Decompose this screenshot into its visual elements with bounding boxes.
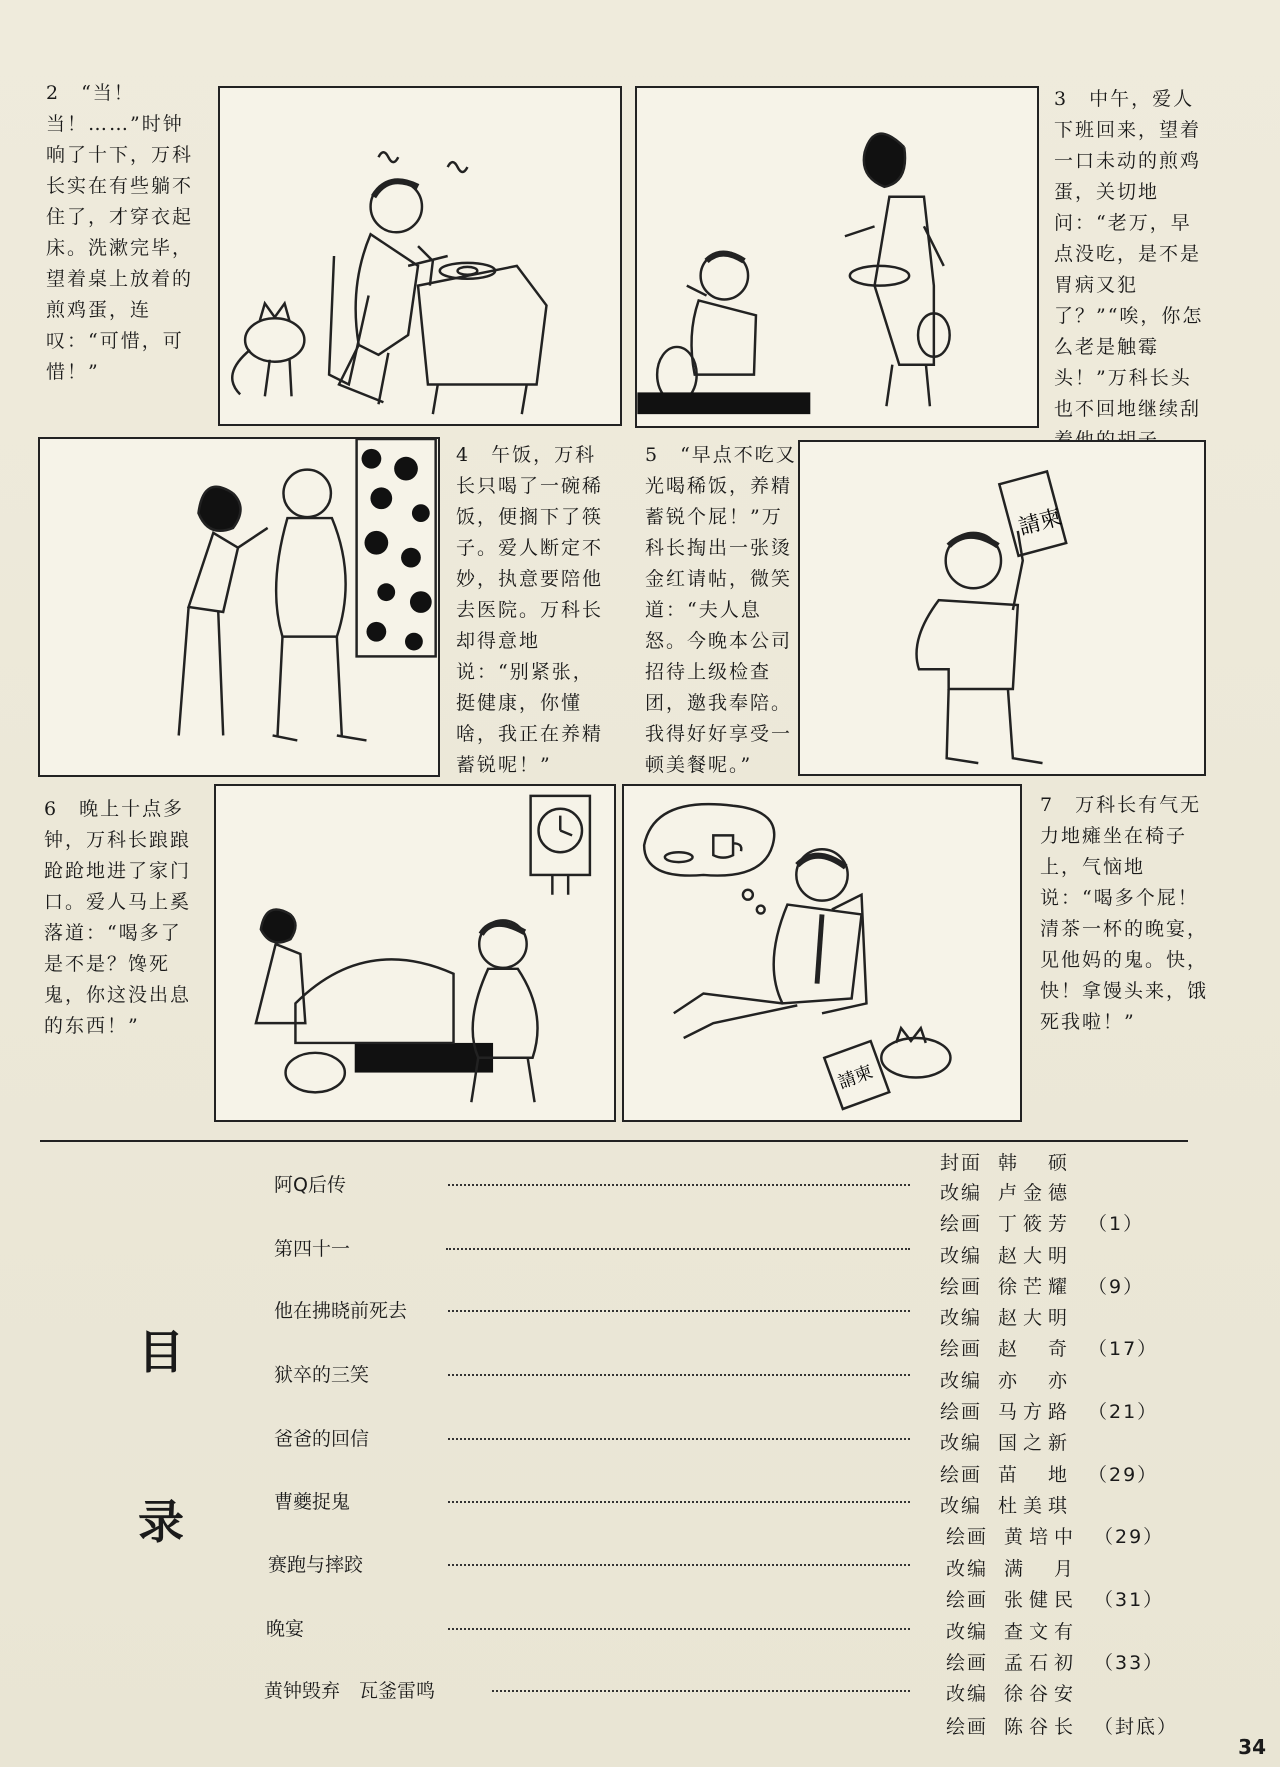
toc-credit: 绘画 丁筱芳 （1）: [940, 1213, 1145, 1235]
toc-leader: [448, 1184, 910, 1186]
toc-leader: [446, 1248, 910, 1250]
toc-credit: 绘画 徐芒耀 （9）: [940, 1276, 1145, 1298]
page-number: 34: [1238, 1735, 1266, 1759]
toc-credit: 绘画 赵 奇 （17）: [940, 1338, 1159, 1360]
toc-credit: 改编 亦 亦: [940, 1370, 1074, 1392]
caption-3: 3 中午，爱人下班回来，望着一口未动的煎鸡蛋，关切地问：“老万，早点没吃，是不是胃病又犯了？”“唉，你怎么老是触霉头！”万科长头也不回地继续刮: [1054, 88, 1204, 420]
toc-entry-title: 第四十一: [274, 1238, 351, 1260]
comic-illustration: [800, 442, 1204, 774]
toc-leader: [448, 1310, 910, 1312]
toc-credit: 绘画 黄培中 （29）: [946, 1526, 1165, 1548]
toc-credit: 改编 满 月: [946, 1558, 1080, 1580]
invitation-label: 請柬: [1016, 505, 1065, 541]
toc-entry-title: 爸爸的回信: [274, 1428, 370, 1450]
toc-leader: [448, 1628, 910, 1630]
toc-credit: 绘画 马方路 （21）: [940, 1401, 1159, 1423]
toc-entry[interactable]: [274, 1170, 914, 1200]
toc-title-char-2: 录: [138, 1495, 184, 1549]
toc-entry-title: 赛跑与摔跤: [268, 1554, 364, 1576]
toc-credit: 绘画 张健民 （31）: [946, 1589, 1165, 1611]
invitation-label-floor: 請柬: [835, 1061, 876, 1094]
toc-credit: 改编 国之新: [940, 1432, 1074, 1454]
toc-credit: 改编 杜美琪: [940, 1495, 1074, 1517]
toc-credit: 封面 韩 硕: [940, 1152, 1074, 1174]
toc-leader: [448, 1438, 910, 1440]
toc-credit: 绘画 孟石初 （33）: [946, 1652, 1165, 1674]
caption-6: 6 晚上十点多钟，万科长踉踉跄跄地进了家门口。爱人马上奚落道：“喝多了是不是？馋死鬼，你这没出息的东西！”: [44, 798, 192, 1037]
toc-entry-title: 黄钟毁弃 瓦釜雷鸣: [264, 1680, 436, 1702]
caption-7: 7 万科长有气无力地瘫坐在椅子上，气恼地说：“喝多个屁！清茶一杯的晚宴，见他妈的鬼。快，快！拿馒头来，饿死我啦！”: [1040, 794, 1209, 1033]
toc-entry-title: 他在拂晓前死去: [274, 1300, 408, 1322]
toc-entry[interactable]: [268, 1550, 914, 1580]
toc-credit: 改编 徐谷安: [946, 1683, 1080, 1705]
panel-6-man-returns-home: [214, 784, 616, 1122]
toc-credit: 改编 卢金德: [940, 1182, 1074, 1204]
comic-illustration: [216, 786, 614, 1120]
toc-entry-title: 晚宴: [266, 1618, 305, 1640]
panel-5-man-with-invitation: [798, 440, 1206, 776]
caption-4: 4 午饭，万科长只喝了一碗稀饭，便搁下了筷子。爱人断定不妙，执意要陪他去医院。万科长却得意地说：“别紧张，挺健康，你懂啥，我正在养精蓄锐呢！”: [456, 444, 604, 776]
comic-illustration: [40, 439, 438, 775]
toc-leader: [448, 1564, 910, 1566]
toc-entry[interactable]: [274, 1296, 914, 1326]
toc-credit: 改编 查文有: [946, 1621, 1080, 1643]
toc-entry-title: 曹夔捉鬼: [274, 1491, 351, 1513]
toc-credit: 绘画 苗 地 （29）: [940, 1464, 1159, 1486]
panel-2-man-waking-at-table: [218, 86, 622, 426]
panel-7-man-slumped-in-chair: [622, 784, 1022, 1122]
toc-entry[interactable]: [274, 1234, 914, 1264]
comic-illustration: [624, 786, 1020, 1120]
toc-credit: 绘画 陈谷长 （封底）: [946, 1716, 1179, 1738]
comic-illustration: [220, 88, 620, 424]
panel-3-wife-with-plate: [635, 86, 1039, 428]
toc-entry-title: 狱卒的三笑: [274, 1364, 370, 1386]
toc-leader: [448, 1374, 910, 1376]
toc-entry[interactable]: [266, 1614, 914, 1644]
section-divider: [40, 1140, 1188, 1142]
toc-credit: 改编 赵大明: [940, 1245, 1074, 1267]
caption-5: 5 “早点不吃又光喝稀饭，养精蓄锐个屁！”万科长掏出一张烫金红请帖，微笑道：“夫人息怒。今晚本公司招待上级检查团，邀我奉陪。我得好好享受一顿美餐呢。”: [645, 444, 797, 776]
toc-entry-title: 阿Q后传: [274, 1174, 346, 1196]
toc-entry[interactable]: [274, 1360, 914, 1390]
toc-entry[interactable]: [274, 1424, 914, 1454]
toc-credit: 改编 赵大明: [940, 1307, 1074, 1329]
caption-2: 2 “当！当！……”时钟响了十下，万科长实在有些躺不住了，才穿衣起床。洗漱完毕，望着桌上放着的煎鸡蛋，连叹：“可惜，可惜！”: [46, 82, 194, 383]
toc-leader: [448, 1501, 910, 1503]
toc-entry[interactable]: [274, 1487, 914, 1517]
toc-title-char-1: 目: [138, 1325, 184, 1379]
toc-leader: [492, 1690, 910, 1692]
toc-entry[interactable]: [264, 1676, 914, 1706]
panel-4-couple-talking: [38, 437, 440, 777]
comic-illustration: [637, 88, 1037, 426]
